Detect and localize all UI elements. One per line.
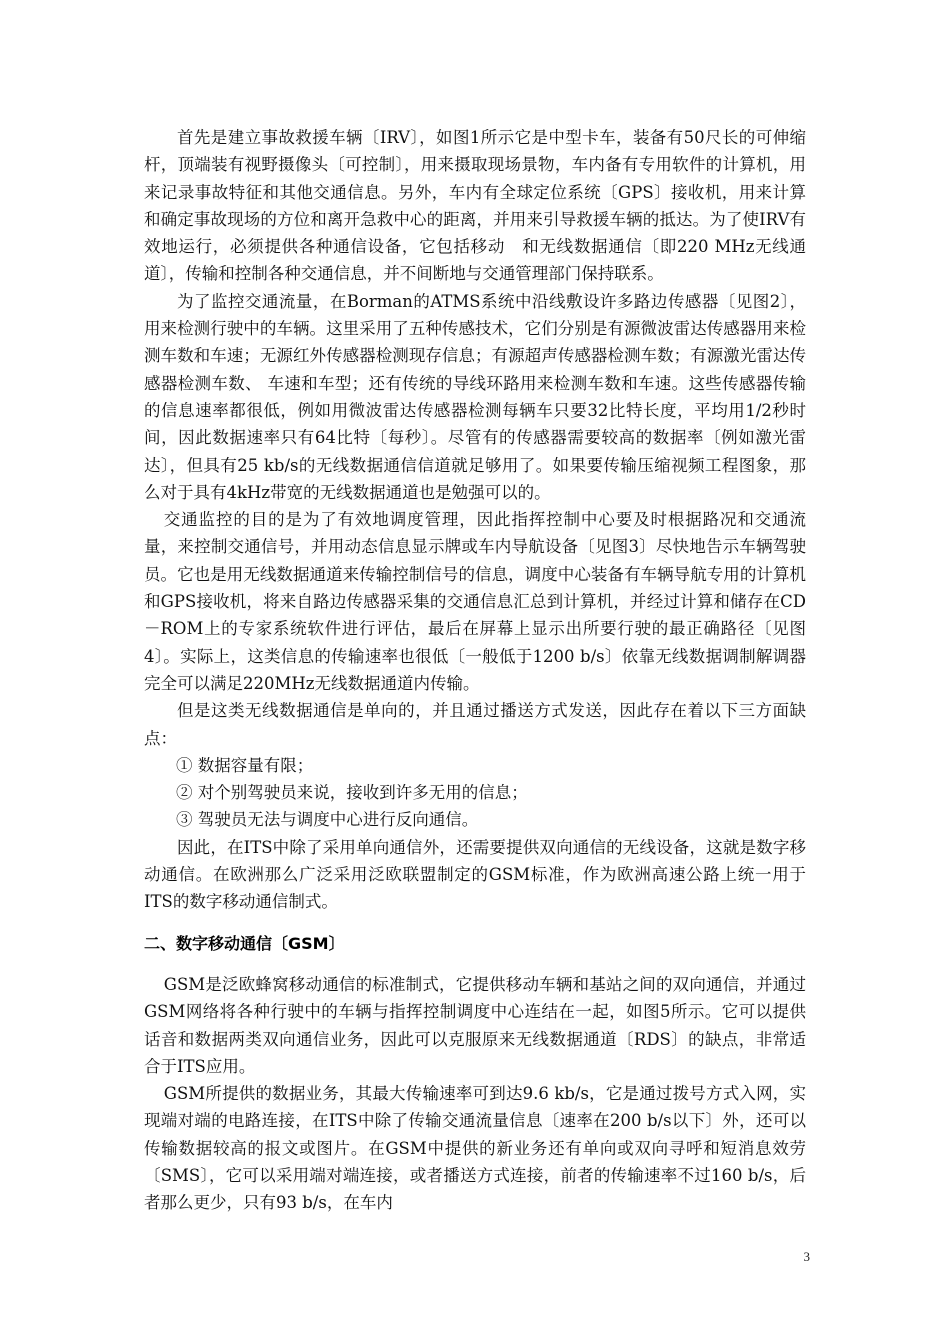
- paragraph-gsm-standard: GSM是泛欧蜂窝移动通信的标准制式，它提供移动车辆和基站之间的双向通信，并通过GSM网络将各种行驶中的车辆与指挥控制调度中心连结在一起，如图5所示。它可以提供话音和数据两类双向通信业务，因此可以克服原来无线数据通道〔RDS〕的缺点，非常适合于ITS应用。: [144, 974, 806, 1076]
- paragraph-drawbacks-intro: 但是这类无线数据通信是单向的，并且通过播送方式发送，因此存在着以下三方面缺点：: [144, 701, 806, 748]
- paragraph-gsm-data-service: GSM所提供的数据业务，其最大传输速率可到达9.6 kb/s，它是通过拨号方式入网，实现端对端的电路连接，在ITS中除了传输交通流量信息〔速率在200 b/s以下〕外，还可以传输数据较高的报文或图片。在GSM中提供的新业务还有单向或双向寻呼和短消息效劳〔SMS〕，它可以采用端对端连接，或者播送方式连接，前者的传输速率不过160 b/s，后者那么更少，只有93 b/s，在车内: [144, 1084, 806, 1213]
- document-body: [144, 124, 806, 1217]
- paragraph-traffic-monitoring: 交通监控的目的是为了有效地调度管理，因此指挥控制中心要及时根据路况和交通流量，来控制交通信号，并用动态信息显示牌或车内导航设备〔见图3〕尽快地告示车辆驾驶员。它也是用无线数据通道来传输控制信号的信息，调度中心装备有车辆导航专用的计算机和GPS接收机，将来自路边传感器采集的交通信息汇总到计算机，并经过计算和储存在CD－ROM上的专家系统软件进行评估，最后在屏幕上显示出所要行驶的最正确路径〔见图4〕。实际上，这类信息的传输速率也很低〔一般低于1200 b/s〕依靠无线数据调制解调器完全可以满足220MHz无线数据通道内传输。: [144, 510, 806, 693]
- paragraph-two-way-comm: 因此，在ITS中除了采用单向通信外，还需要提供双向通信的无线设备，这就是数字移动通信。在欧洲那么广泛采用泛欧联盟制定的GSM标准，作为欧洲高速公路上统一用于ITS的数字移动通信制式。: [144, 837, 806, 912]
- paragraph-irv: 首先是建立事故救援车辆〔IRV〕，如图1所示它是中型卡车，装备有50尺长的可伸缩杆，顶端装有视野摄像头〔可控制〕，用来摄取现场景物，车内备有专用软件的计算机，用来记录事故特征和其他交通信息。另外，车内有全球定位系统〔GPS〕接收机，用来计算和确定事故现场的方位和离开急救中心的距离，并用来引导救援车辆的抵达。为了使IRV有效地运行，必须提供各种通信设备，它包括移动 和无线数据通信〔即220 MHz无线通道〕，传输和控制各种交通信息，并不间断地与交通管理部门保持联系。: [144, 128, 806, 284]
- list-item: ② 对个别驾驶员来说，接收到许多无用的信息；: [176, 783, 528, 803]
- page-number: 3: [803, 1249, 810, 1264]
- list-item: ① 数据容量有限；: [176, 755, 314, 775]
- section-heading: 二、数字移动通信〔GSM〕: [144, 933, 345, 953]
- paragraph-traffic-sensors: 为了监控交通流量，在Borman的ATMS系统中沿线敷设许多路边传感器〔见图2〕，用来检测行驶中的车辆。这里采用了五种传感技术，它们分别是有源微波雷达传感器用来检测车数和车速；无源红外传感器检测现存信息；有源超声传感器检测车数；有源激光雷达传感器检测车数、 车速和车型；还有传统的导线环路用来检测车数和车速。这些传感器传输的信息速率都很低，例如用微波雷达传感器检测每辆车只要32比特长度，平均用1/2秒时间，因此数据速率只有64比特〔每秒〕。尽管有的传感器需要较高的数据率〔例如激光雷达〕，但具有25 kb/s的无线数据通信信道就足够用了。如果要传输压缩视频工程图象，那么对于具有4kHz带宽的无线数据通道也是勉强可以的。: [144, 291, 806, 502]
- list-item: ③ 驾驶员无法与调度中心进行反向通信。: [176, 810, 479, 830]
